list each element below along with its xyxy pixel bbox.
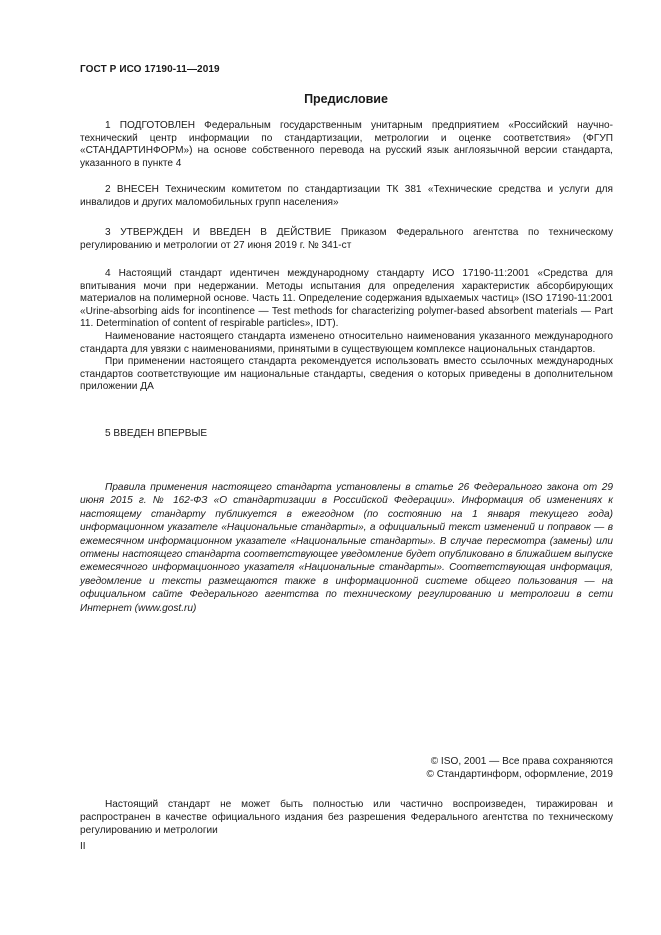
application-rules-notice: Правила применения настоящего стандарта установлены в статье 26 Федерального закона от 29 июня 2015 г. № 162-ФЗ «О стандартизации в Российской Федерации». Информация об изменениях к настоящему стандарту публикуется в ежегодном (по состоянию на 1 января текущего года) информационном указателе «Национальные стандарты», а официальный текст изменений и поправок — в ежемесячном информационном указателе «Национальные стандарты». В случае пересмотра (замены) или отмены настоящего стандарта соответствующее уведомление будет опубликовано в ближайшем выпуске ежемесячного информационного указателя «Национальные стандарты». Соответствующая информация, уведомление и тексты размещаются также в информационной системе общего пользования — на официальном сайте Федерального агентства по техническому регулированию и метрологии в сети Интернет (www.gost.ru) <box>80 482 613 614</box>
preface-item-3-text: 3 УТВЕРЖДЕН И ВВЕДЕН В ДЕЙСТВИЕ Приказом Федерального агентства по техническому регулированию и метрологии от 27 июня 2019 г. № 341-ст <box>80 227 613 251</box>
preface-item-1-text: 1 ПОДГОТОВЛЕН Федеральным государственным унитарным предприятием «Российский научно-технический центр информации по стандартизации, метрологии и оценке соответствия» (ФГУП «СТАНДАРТИНФОРМ») на основе собственного перевода на русский язык англоязычной версии стандарта, указанного в пункте 4 <box>80 120 613 169</box>
preface-item-4-references-text: При применении настоящего стандарта рекомендуется использовать вместо ссылочных международных стандартов соответствующие им национальные стандарты, сведения о которых приведены в дополнительном приложении ДА <box>80 356 613 393</box>
reproduction-notice: Настоящий стандарт не может быть полностью или частично воспроизведен, тиражирован и распространен в качестве официального издания без разрешения Федерального агентства по техническому регулированию и метрологии <box>80 799 613 836</box>
preface-item-1 <box>80 120 613 170</box>
preface-item-3 <box>80 227 613 252</box>
copyright-block <box>426 755 613 782</box>
preface-item-2 <box>80 184 613 209</box>
document-header: ГОСТ Р ИСО 17190-11—2019 <box>80 64 220 75</box>
iso-copyright: © ISO, 2001 — Все права сохраняются <box>430 756 613 767</box>
preface-item-4-rename-text: Наименование настоящего стандарта изменено относительно наименования указанного международного стандарта для увязки с наименованиями, принятыми в существующем комплексе национальных стандартов. <box>80 330 613 355</box>
preface-title: Предисловие <box>304 92 388 106</box>
preface-item-4 <box>80 268 613 394</box>
preface-item-5-text: 5 ВВЕДЕН ВПЕРВЫЕ <box>105 428 208 439</box>
preface-item-2-text: 2 ВНЕСЕН Техническим комитетом по стандартизации ТК 381 «Технические средства и услуги для инвалидов и других маломобильных групп населения» <box>80 184 613 208</box>
page-number: II <box>80 841 86 852</box>
preface-item-4-text: 4 Настоящий стандарт идентичен международному стандарту ИСО 17190-11:2001 «Средства для впитывания мочи при недержании. Методы испытания для определения характеристик абсорбирующих материалов на полимерной основе. Часть 11. Определение содержания вдыхаемых частиц» (ISO 17190-11:2001 «Urine-absorbing aids for incontinence — Test methods for characterizing polymer-based absorbent materials — Part 11. Determination of content of respirable particles», IDT). <box>80 268 613 330</box>
preface-item-5 <box>80 428 613 441</box>
standartinform-copyright: © Стандартинформ, оформление, 2019 <box>426 769 613 781</box>
